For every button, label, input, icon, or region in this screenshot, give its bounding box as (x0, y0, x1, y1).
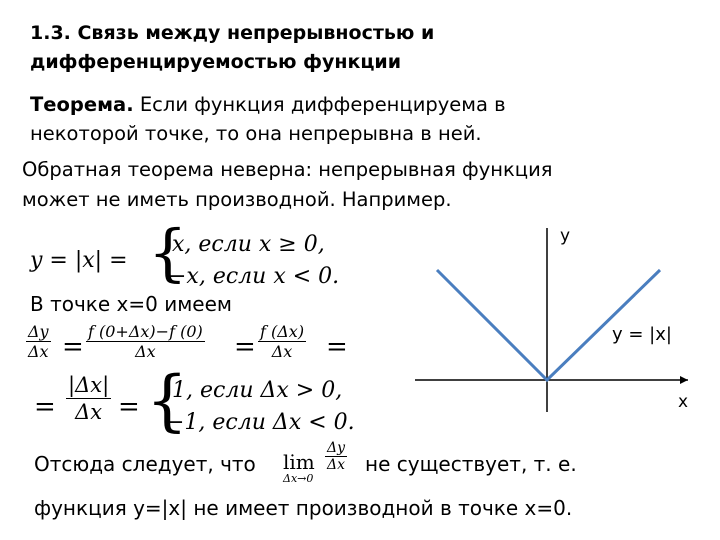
conclusion-suffix: не существует, т. е. (365, 452, 577, 476)
converse-line1: Обратная теорема неверна: непрерывная функция (22, 158, 553, 181)
fraction-denominator: Δx (327, 457, 346, 473)
limit-fraction (325, 440, 347, 473)
fraction-difference-quotient (86, 322, 205, 361)
fraction-dy-dx (26, 322, 51, 361)
equals-sign: = (62, 332, 84, 362)
formula-abs-brace: { (148, 216, 188, 289)
fraction-numerator: |Δx| (68, 373, 110, 397)
final-statement: функция y=|x| не имеет производной в точке x=0. (34, 496, 573, 520)
fraction-abs-dx (66, 372, 111, 425)
at-point-text: В точке x=0 имеем (30, 292, 232, 316)
theorem-line2: некоторой точке, то она непрерывна в ней. (30, 122, 482, 145)
fraction-f-dx (258, 322, 306, 361)
equals-sign: = (326, 332, 348, 362)
curve-label: y = |x| (612, 324, 672, 345)
fraction-numerator: f (Δx) (260, 322, 305, 341)
fraction-numerator: Δy (28, 322, 49, 341)
formula-sign-brace: { (146, 362, 188, 439)
fraction-denominator: Δx (135, 342, 156, 361)
fraction-numerator: Δy (327, 440, 346, 456)
x-axis-label: x (678, 392, 689, 412)
theorem-label: Теорема. (30, 93, 134, 116)
fraction-denominator: Δx (75, 400, 103, 424)
theorem-text: Если функция дифференцируема в (133, 93, 506, 116)
abs-function-graph (400, 220, 700, 420)
converse-line2: может не иметь производной. Например. (22, 188, 452, 211)
section-heading-line2: дифференцируемостью функции (30, 51, 402, 73)
y-axis-label: y (560, 226, 571, 246)
limit-subscript: Δx→0 (283, 472, 314, 485)
limit-operator: lim (283, 450, 315, 474)
equals-sign: = (118, 392, 140, 422)
conclusion-prefix: Отсюда следует, что (34, 452, 256, 476)
fraction-numerator: f (0+Δx)−f (0) (88, 322, 203, 341)
x-axis-arrow-icon (680, 376, 688, 384)
formula-sign-case1: 1, если Δx > 0, (172, 378, 343, 403)
theorem-line1 (30, 93, 506, 116)
fraction-denominator: Δx (28, 342, 49, 361)
section-heading-line1: 1.3. Связь между непрерывностью и (30, 22, 435, 44)
formula-abs-case1: x, если x ≥ 0, (172, 232, 325, 257)
formula-abs-lhs: y = |x| = (30, 248, 128, 273)
equals-sign: = (234, 332, 256, 362)
formula-abs-case2: −x, если x < 0. (168, 264, 340, 289)
formula-sign-case2: −1, если Δx < 0. (166, 410, 355, 435)
equals-sign: = (34, 392, 56, 422)
fraction-denominator: Δx (271, 342, 293, 361)
